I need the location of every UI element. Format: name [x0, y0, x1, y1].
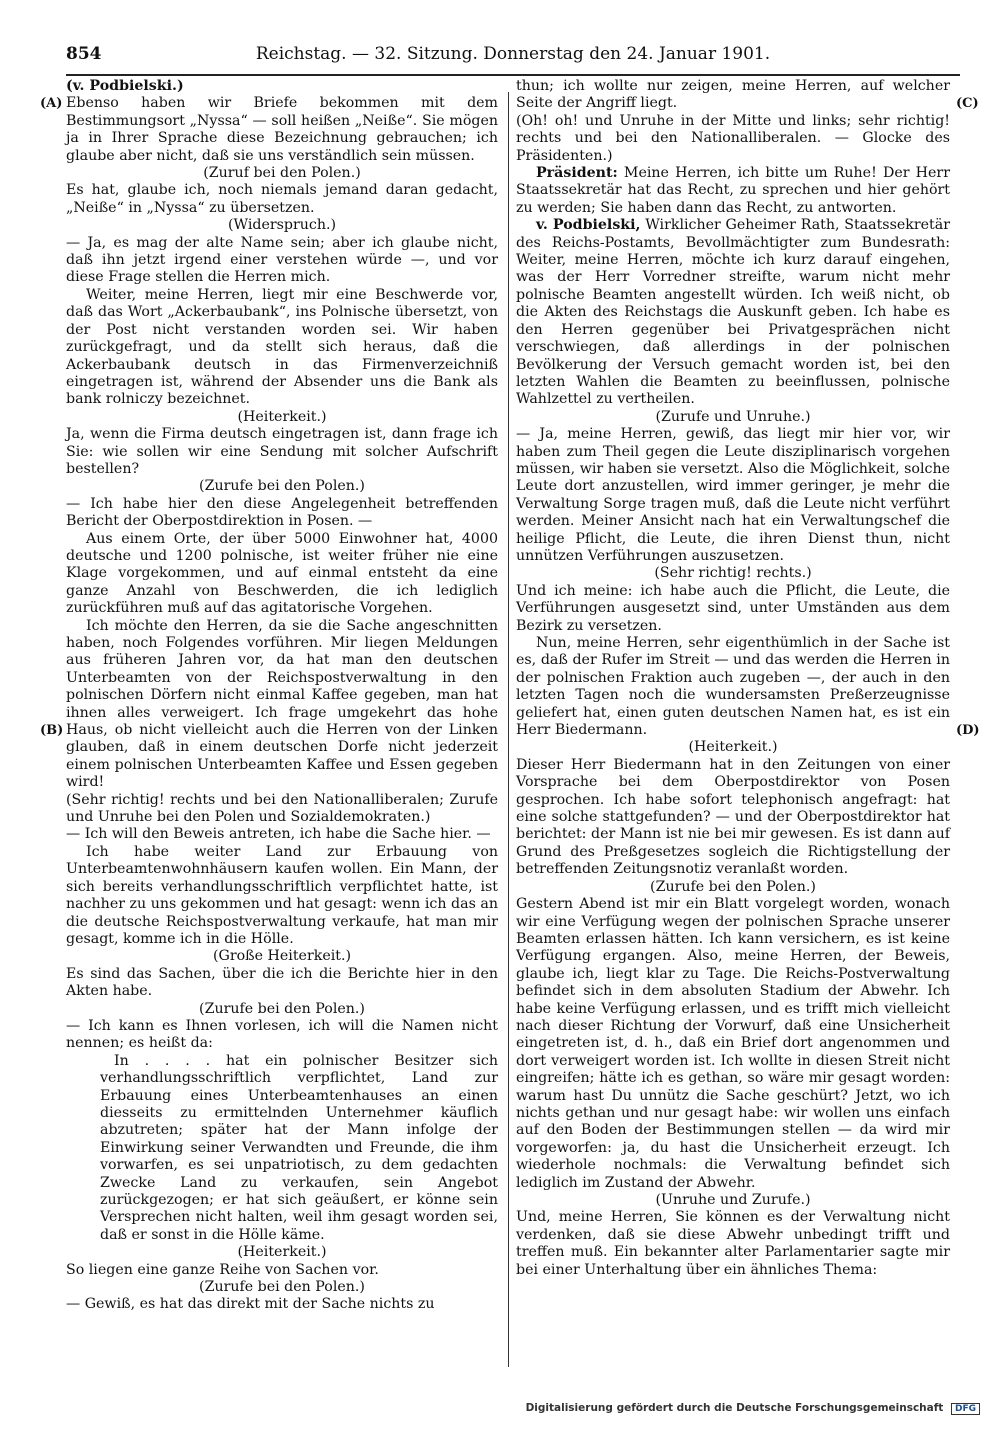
interjection: (Oh! oh! und Unruhe in der Mitte und links; sehr richtig! rechts und bei den Nationalliberalen. — Glocke des Präsidenten.) [516, 112, 950, 164]
paragraph: Ich habe weiter Land zur Erbauung von Unterbeamtenwohnhäusern kaufen wollen. Ein Mann, der sich bereits verhandlungsschriftlich verpflichtet hatte, ist nachher zu uns gekommen und hat gesagt: wenn ich das an die deutsche Reichspostverwaltung verkaufe, hat man mir gesagt, komme ich in die Hölle. [66, 843, 498, 947]
margin-mark-b: (B) [40, 723, 64, 738]
speech-text: Wirklicher Geheimer Rath, Staatssekretär des Reichs-Postamts, Bevollmächtigter zum Bundesrath: Weiter, meine Herren, möchte ich kurz darauf eingehen, was der Herr Vorredner streifte, warum nicht mehr polnische Beamten angestellt würden. Ich weiß nicht, ob die Akten des Reichstags die Auskunft geben. Ich habe es den Herren gegenüber bei Privatgesprächen nicht verschwiegen, daß allerdings in der polnischen Bevölkerung der Versuch gemacht worden ist, bei den letzten Wahlen die Beamten zu beeinflussen, polnische Wahlzettel zu vertheilen. [516, 217, 950, 408]
speaker-name: Präsident: [536, 165, 618, 182]
interjection: (Heiterkeit.) [237, 1244, 327, 1261]
paragraph: Weiter, meine Herren, liegt mir eine Beschwerde vor, daß das Wort „Ackerbaubank“, ins Polnische übersetzt, von der Post nicht verstanden worden sei. Wir haben zurückgefragt, und da stellt sich heraus, daß die Ackerbaubank deutsch in das Firmenverzeichniß eingetragen ist, während der Absender uns die Bank als bank rolniczy bezeichnet. [66, 286, 498, 408]
interjection: (Unruhe und Zurufe.) [655, 1192, 811, 1208]
paragraph: Gestern Abend ist mir ein Blatt vorgelegt worden, wonach wir eine Verfügung wegen der polnischen Sprache unserer Beamten erlassen hätten. Ich kann versichern, es ist keine Verfügung ergangen. Also, meine Herren, der Beweis, glaube ich, liegt klar zu Tage. Die Reichs-Postverwaltung befindet sich in dem absoluten Stadium der Abwehr. Ich habe keine Verfügung erlassen, und es trifft mich vielleicht nach dieser Richtung der Vorwurf, daß eine Unsicherheit eingetreten ist, d. h., daß ein Brief dort angenommen und dort verweigert worden ist. Ich wollte in diesen Streit nicht eingreifen; hätte ich es gethan, so wäre mir gesagt worden: warum hast Du unnütz die Sache geschürt? Jetzt, wo ich nichts gethan und nur gesagt habe: wir wollen uns einfach auf den Boden der Bestimmungen stellen — da wird mir vorgeworfen: ja, du hast die Unsicherheit erzeugt. Ich wiederhole nochmals: die Verwaltung befindet sich lediglich im Zustand der Abwehr. [516, 896, 950, 1191]
interjection: (Zurufe bei den Polen.) [199, 1000, 365, 1017]
paragraph: Aus einem Orte, der über 5000 Einwohner hat, 4000 deutsche und 1200 polnische, ist weiter früher nie eine Klage vorgekommen, und auf einmal entsteht da eine ganze Anzahl von Beschwerden, die ich lediglich zurückführen muß auf das agitatorische Vorgehen. [66, 530, 498, 617]
paragraph [516, 217, 950, 408]
column-rule [508, 92, 509, 1367]
paragraph: Und, meine Herren, Sie können es der Verwaltung nicht verdenken, daß sie diese Abwehr unbedingt trifft und treffen muß. Ein bekannter alter Parlamentarier sagte mir bei einer Unterhaltung über ein ähnliches Thema: [516, 1209, 950, 1278]
paragraph: Ich möchte den Herren, da sie die Sache angeschnitten haben, noch Folgendes vorführen. Mir liegen Meldungen aus früheren Jahren vor, da hat man den deutschen Unterbeamten von der Reichspostverwaltung in den polnischen Dörfern nicht einmal Kaffee gegeben, man hat ihnen alles verweigert. Ich frage umgekehrt das hohe Haus, ob nicht vielleicht auch die Herren von der Linken glauben, daß in einem deutschen Dorfe nicht jederzeit einem polnischen Unterbeamten Kaffee und Essen gegeben wird! [66, 617, 498, 791]
paragraph: — Gewiß, es hat das direkt mit der Sache nichts zu [66, 1296, 435, 1313]
interjection: (Große Heiterkeit.) [212, 948, 352, 965]
speech-text: Meine Herren, ich bitte um Ruhe! Der Herr Staatssekretär hat das Recht, zu sprechen und hier gehört zu werden; Sie haben dann das Recht, zu antworten. [516, 165, 950, 216]
paragraph: — Ja, es mag der alte Name sein; aber ich glaube nicht, daß ihn jetzt irgend einer verstehen würde —, und vor diese Frage stellen die Herren mich. [66, 234, 498, 286]
paragraph: thun; ich wollte nur zeigen, meine Herren, auf welcher Seite der Angriff liegt. [516, 78, 950, 112]
interjection: (Zuruf bei den Polen.) [203, 165, 361, 182]
interjection: (Heiterkeit.) [688, 739, 778, 756]
paragraph: — Ich kann es Ihnen vorlesen, ich will die Namen nicht nennen; es heißt da: [66, 1017, 498, 1052]
interjection: (Sehr richtig! rechts und bei den Nationalliberalen; Zurufe und Unruhe bei den Polen und Sozialdemokraten.) [66, 791, 498, 826]
speaker-tag: (v. Podbielski.) [66, 78, 184, 94]
paragraph: — Ich will den Beweis antreten, ich habe die Sache hier. — [66, 826, 491, 843]
paragraph: Es sind das Sachen, über die ich die Berichte hier in den Akten habe. [66, 965, 498, 1000]
paragraph: Ja, wenn die Firma deutsch eingetragen ist, dann frage ich Sie: wie sollen wir eine Sendung mit solcher Aufschrift bestellen? [66, 426, 498, 477]
dfg-logo: DFG [951, 1403, 980, 1415]
block-quote: In . . . . hat ein polnischer Besitzer sich verhandlungsschriftlich verpflichtet, Land zur Erbauung eines Unterbeamtenhauses an einen diesseits zu ermittelnden Unternehmer käuflich abzutreten; später hat der Mann infolge der Einwirkung seiner Verwandten und Freunde, die ihm vorwarfen, es sei unpatriotisch, zu dem gedachten Zwecke Land zu verkaufen, sein Angebot zurückgezogen; er hat sich geäußert, er könne sein Versprechen nicht halten, weil ihm gesagt worden sei, daß er sonst in die Hölle käme. [100, 1052, 498, 1243]
page-number: 854 [66, 44, 102, 64]
paragraph: Und ich meine: ich habe auch die Pflicht, die Leute, die Verführungen ausgesetzt sind, unter Umständen aus dem Bezirk zu versetzen. [516, 582, 950, 634]
paragraph: — Ja, meine Herren, gewiß, das liegt mir hier vor, wir haben zum Theil gegen die Leute disziplinarisch vorgehen müssen, wir haben sie versetzt. Also die Möglichkeit, solche Leute dort anzustellen, wird immer geringer, je mehr die Verwaltung Sorge tragen muß, daß die Leute nicht verführt werden. Meiner Ansicht nach hat ein Verwaltungschef die heilige Pflicht, die Leute, die ihren Dienst thun, nicht unnützen Verführungen auszusetzen. [516, 426, 950, 564]
paragraph: Dieser Herr Biedermann hat in den Zeitungen von einer Vorsprache bei dem Oberpostdirektor von Posen gesprochen. Ich habe sofort telephonisch angefragt: hat eine solche stattgefunden? — und der Oberpostdirektor hat berichtet: der Mann ist nie bei mir gewesen. Es ist dann auf Grund des Preßgesetzes sogleich die Richtigstellung der betreffenden Zeitungsnotiz veranlaßt worden. [516, 756, 950, 878]
margin-mark-c: (C) [956, 96, 979, 111]
margin-mark-d: (D) [956, 723, 980, 738]
speaker-name: v. Podbielski, [536, 217, 641, 234]
left-column [66, 78, 498, 1314]
paragraph: Ebenso haben wir Briefe bekommen mit dem Bestimmungsort „Nyssa“ — soll heißen „Neiße“. Sie mögen ja in Ihrer Sprache diese Bezeichnung gebrauchen; ich glaube aber nicht, daß sie uns verständlich sein müssen. [66, 95, 498, 164]
paragraph [516, 165, 950, 217]
running-title: Reichstag. — 32. Sitzung. Donnerstag den 24. Januar 1901. [255, 44, 771, 64]
interjection: (Zurufe bei den Polen.) [199, 1279, 365, 1296]
paragraph: So liegen eine ganze Reihe von Sachen vor. [66, 1261, 379, 1278]
interjection: (Zurufe bei den Polen.) [199, 478, 365, 495]
page-header [66, 40, 960, 76]
right-column [516, 78, 950, 1279]
credit-text: Digitalisierung gefördert durch die Deutsche Forschungsgemeinschaft [525, 1402, 944, 1414]
interjection: (Zurufe bei den Polen.) [650, 878, 816, 895]
paragraph: Es hat, glaube ich, noch niemals jemand daran gedacht, „Neiße“ in „Nyssa“ zu übersetzen. [66, 182, 498, 216]
interjection: (Sehr richtig! rechts.) [654, 565, 812, 582]
interjection: (Heiterkeit.) [237, 408, 327, 425]
margin-mark-a: (A) [40, 96, 63, 111]
interjection: (Zurufe und Unruhe.) [655, 408, 811, 425]
paragraph: — Ich habe hier den diese Angelegenheit betreffenden Bericht der Oberpostdirektion in Posen. — [66, 495, 498, 530]
interjection: (Widerspruch.) [227, 217, 337, 234]
paragraph: Nun, meine Herren, sehr eigenthümlich in der Sache ist es, daß der Rufer im Streit — und das werden die Herren in der polnischen Fraktion auch zugeben —, der auch in den letzten Tagen noch die wundersamsten Preßerzeugnisse geliefert hat, einen guten deutschen Namen hat, es ist ein Herr Biedermann. [516, 635, 950, 739]
digitization-credit [526, 1402, 980, 1415]
